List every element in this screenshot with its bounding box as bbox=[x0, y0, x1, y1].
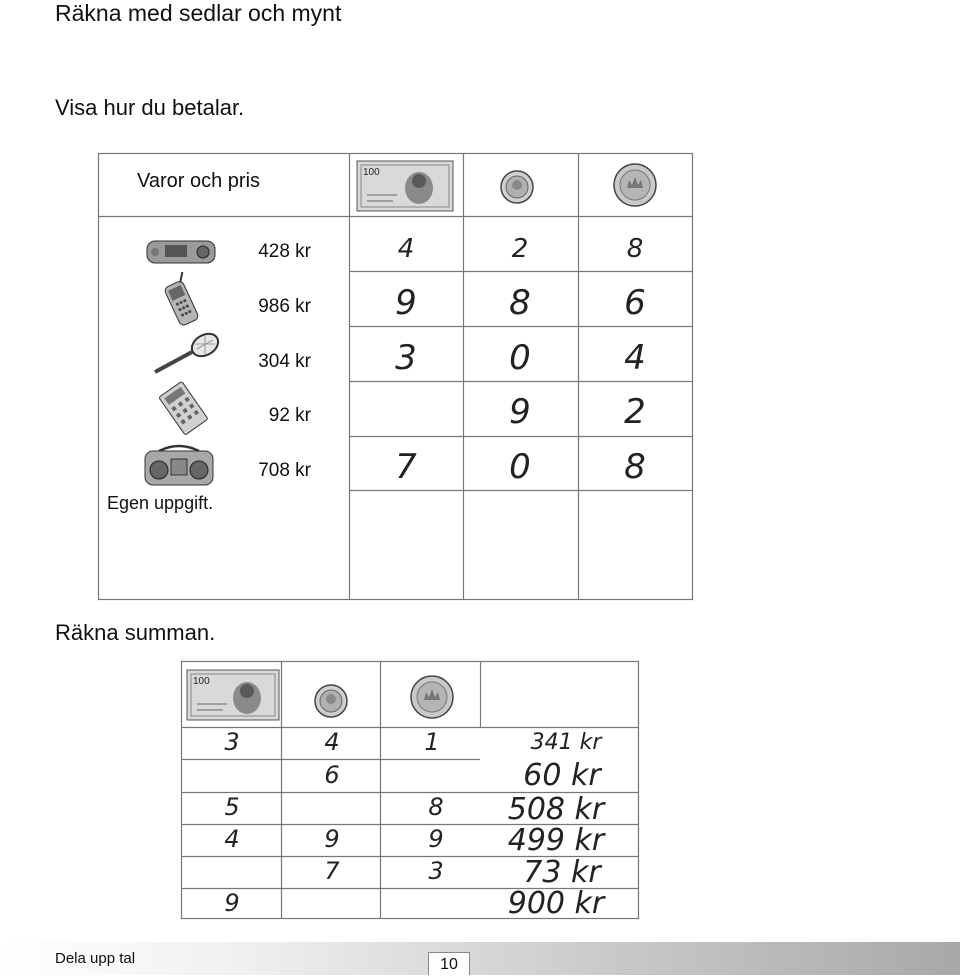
sum-row-banknotes: 4 bbox=[224, 825, 240, 853]
price-label: 428 kr bbox=[258, 241, 311, 262]
answer-tens: 0 bbox=[509, 447, 531, 487]
price-label: 92 kr bbox=[268, 405, 311, 426]
goods-and-price-header: Varor och pris bbox=[137, 170, 261, 192]
sum-answer: 900 kr bbox=[507, 886, 605, 921]
price-label: 304 kr bbox=[258, 351, 311, 372]
answer-ones: 2 bbox=[624, 392, 646, 432]
answer-ones: 4 bbox=[624, 338, 646, 378]
sum-answer: 499 kr bbox=[507, 823, 605, 858]
answer-tens: 9 bbox=[509, 392, 531, 432]
task2-instruction: Räkna summan. bbox=[55, 620, 216, 645]
footer-bar bbox=[0, 942, 960, 975]
answer-tens: 0 bbox=[509, 338, 531, 378]
chapter-label: Dela upp tal bbox=[55, 950, 136, 967]
answer-ones: 8 bbox=[626, 234, 644, 264]
price-label: 708 kr bbox=[258, 460, 311, 481]
answer-tens: 8 bbox=[509, 283, 531, 323]
answer-tens: 2 bbox=[511, 234, 529, 264]
sum-row-tens: 9 bbox=[324, 825, 340, 853]
sum-row-ones: 8 bbox=[428, 793, 444, 821]
answer-ones: 6 bbox=[624, 283, 646, 323]
answer-banknotes: 3 bbox=[395, 338, 417, 378]
sum-answer: 60 kr bbox=[523, 758, 601, 793]
sum-answer: 73 kr bbox=[523, 855, 601, 890]
sum-row-ones: 1 bbox=[424, 728, 440, 756]
banknote-100-icon bbox=[187, 670, 279, 720]
sum-row-tens: 6 bbox=[324, 761, 340, 789]
page-number: 10 bbox=[428, 952, 470, 975]
task1-instruction: Visa hur du betalar. bbox=[55, 95, 245, 120]
svg-text:100: 100 bbox=[363, 167, 380, 178]
sum-row-tens: 4 bbox=[324, 728, 340, 756]
answer-banknotes: 4 bbox=[397, 234, 415, 264]
svg-text:100: 100 bbox=[193, 676, 210, 687]
sum-answer: 508 kr bbox=[507, 792, 605, 827]
coin-10-icon bbox=[314, 684, 348, 718]
price-label: 986 kr bbox=[258, 296, 311, 317]
sum-row-ones: 9 bbox=[428, 825, 444, 853]
answer-banknotes: 7 bbox=[395, 447, 417, 487]
sum-answer: 341 kr bbox=[530, 730, 602, 755]
page-title: Räkna med sedlar och mynt bbox=[55, 0, 342, 26]
sum-row-banknotes: 3 bbox=[224, 728, 240, 756]
answer-ones: 8 bbox=[624, 447, 646, 487]
sum-row-ones: 3 bbox=[428, 857, 444, 885]
coin-1-icon bbox=[410, 675, 454, 719]
answer-banknotes: 9 bbox=[395, 283, 417, 323]
sum-row-banknotes: 5 bbox=[224, 793, 240, 821]
sum-row-tens: 7 bbox=[324, 857, 340, 885]
sum-row-banknotes: 9 bbox=[224, 889, 240, 917]
own-task-label: Egen uppgift. bbox=[107, 493, 214, 513]
